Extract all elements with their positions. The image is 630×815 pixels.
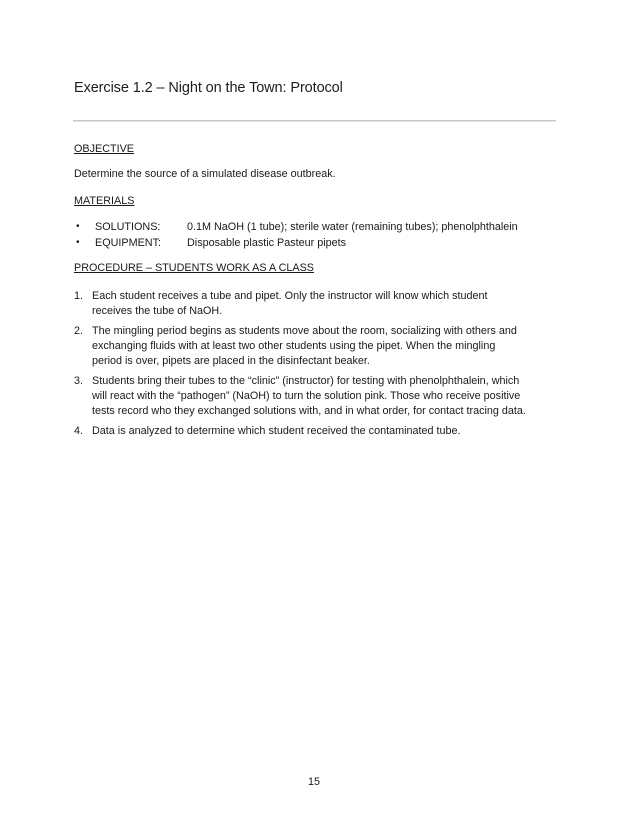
materials-label: SOLUTIONS: [95,221,161,233]
objective-text: Determine the source of a simulated disease outbreak. [74,168,336,180]
procedure-step-4 [74,424,564,439]
step-line: exchanging fluids with at least two other students using the pipet. When the mingling [92,340,496,352]
step-line: Students bring their tubes to the “clinic” (instructor) for testing with phenolphthalein, which [92,375,520,387]
step-line: Data is analyzed to determine which student received the contaminated tube. [92,425,461,437]
step-number: 1. [74,290,84,302]
step-line: The mingling period begins as students move about the room, socializing with others and [92,325,517,337]
step-line: will react with the “pathogen” (NaOH) to turn the solution pink. Those who receive positive [92,390,521,402]
materials-value: 0.1M NaOH (1 tube); sterile water (remaining tubes); phenolphthalein [187,221,518,233]
step-text [92,289,564,319]
materials-item-equipment [74,235,518,251]
step-line: tests record who they exchanged solutions with, and in what order, for contact tracing data. [92,405,526,417]
procedure-step-2 [74,324,564,369]
objective-heading: OBJECTIVE [74,143,134,155]
step-line: period is over, pipets are placed in the disinfectant beaker. [92,355,370,367]
procedure-step-1 [74,289,564,319]
materials-label: EQUIPMENT: [95,237,161,249]
procedure-list [74,289,564,444]
step-number: 3. [74,375,84,387]
materials-item-solutions [74,219,518,235]
page-title: Exercise 1.2 – Night on the Town: Protocol [74,80,343,96]
step-line: Each student receives a tube and pipet. Only the instructor will know which student [92,290,488,302]
step-number: 4. [74,425,84,437]
bullet-icon: • [76,221,80,232]
title-divider [73,120,556,121]
materials-list [74,219,518,251]
step-text [92,374,564,419]
procedure-step-3 [74,374,564,419]
step-text [92,424,564,439]
bullet-icon: • [76,237,80,248]
materials-heading: MATERIALS [74,195,135,207]
page-number: 15 [308,776,321,788]
step-line: receives the tube of NaOH. [92,305,223,317]
procedure-heading: PROCEDURE – STUDENTS WORK AS A CLASS [74,262,314,274]
materials-value: Disposable plastic Pasteur pipets [187,237,347,249]
step-number: 2. [74,325,84,337]
step-text [92,324,564,369]
